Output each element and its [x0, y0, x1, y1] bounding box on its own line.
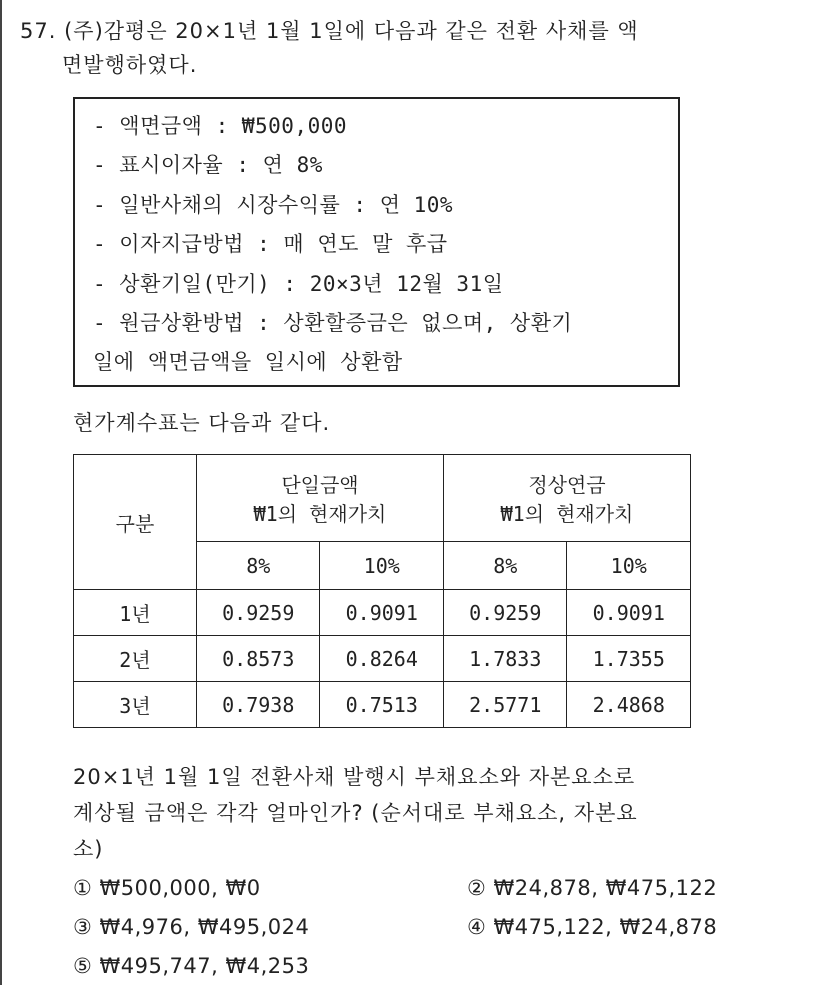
rate-header: 10%: [320, 542, 444, 590]
rate-header: 8%: [443, 542, 567, 590]
question-body-line: 소): [73, 837, 104, 861]
condition-maturity: - 상환기일(만기) : 20×3년 12월 31일: [93, 272, 504, 296]
table-cell: 0.8264: [320, 636, 444, 682]
table-corner: 구분: [74, 455, 197, 590]
question-body: [73, 759, 773, 867]
option-1[interactable]: ① ₩500,000, ₩0: [73, 876, 261, 900]
present-value-table: [73, 454, 691, 728]
question-body-line: 계상될 금액은 각각 얼마인가? (순서대로 부채요소, 자본요: [73, 801, 638, 825]
question-stem: [20, 14, 639, 82]
header-annuity-title: 정상연금: [528, 473, 606, 497]
table-row: [74, 682, 691, 728]
table-cell: 0.8573: [196, 636, 320, 682]
header-lump-sum: [196, 455, 443, 542]
condition-coupon-rate: - 표시이자율 : 연 8%: [93, 153, 323, 177]
table-cell: 0.7938: [196, 682, 320, 728]
question-number: 57.: [20, 19, 57, 43]
header-annuity-subtitle: ₩1의 현재가치: [500, 502, 634, 526]
bond-conditions-box: [73, 97, 680, 387]
table-cell: 0.9259: [196, 590, 320, 636]
header-annuity: [443, 455, 690, 542]
condition-market-rate: - 일반사채의 시장수익률 : 연 10%: [93, 193, 454, 217]
row-label: 1년: [74, 590, 197, 636]
table-cell: 0.7513: [320, 682, 444, 728]
table-cell: 0.9091: [320, 590, 444, 636]
question-body-line: 20×1년 1월 1일 전환사채 발행시 부채요소와 자본요소로: [73, 765, 636, 789]
table-cell: 1.7833: [443, 636, 567, 682]
header-lump-sum-title: 단일금액: [281, 473, 359, 497]
table-cell: 1.7355: [567, 636, 691, 682]
condition-repayment-cont: 일에 액면금액을 일시에 상환함: [93, 350, 403, 374]
option-5[interactable]: ⑤ ₩495,747, ₩4,253: [73, 954, 310, 978]
table-row: [74, 636, 691, 682]
table-cell: 0.9091: [567, 590, 691, 636]
left-margin-rule: [0, 0, 2, 985]
table-cell: 0.9259: [443, 590, 567, 636]
header-lump-sum-subtitle: ₩1의 현재가치: [253, 502, 387, 526]
condition-face-value: - 액면금액 : ₩500,000: [93, 114, 348, 138]
condition-repayment: - 원금상환방법 : 상환할증금은 없으며, 상환기: [93, 311, 573, 335]
table-cell: 2.4868: [567, 682, 691, 728]
rate-header: 8%: [196, 542, 320, 590]
question-line-1: (주)감평은 20×1년 1월 1일에 다음과 같은 전환 사채를 액: [64, 19, 639, 43]
condition-interest-payment: - 이자지급방법 : 매 연도 말 후급: [93, 232, 448, 256]
option-2[interactable]: ② ₩24,878, ₩475,122: [467, 876, 718, 900]
table-cell: 2.5771: [443, 682, 567, 728]
rate-header: 10%: [567, 542, 691, 590]
table-row: [74, 590, 691, 636]
table-intro: 현가계수표는 다음과 같다.: [73, 411, 331, 435]
row-label: 2년: [74, 636, 197, 682]
question-line-2: 면발행하였다.: [62, 53, 198, 77]
option-4[interactable]: ④ ₩475,122, ₩24,878: [467, 915, 718, 939]
option-3[interactable]: ③ ₩4,976, ₩495,024: [73, 915, 310, 939]
row-label: 3년: [74, 682, 197, 728]
